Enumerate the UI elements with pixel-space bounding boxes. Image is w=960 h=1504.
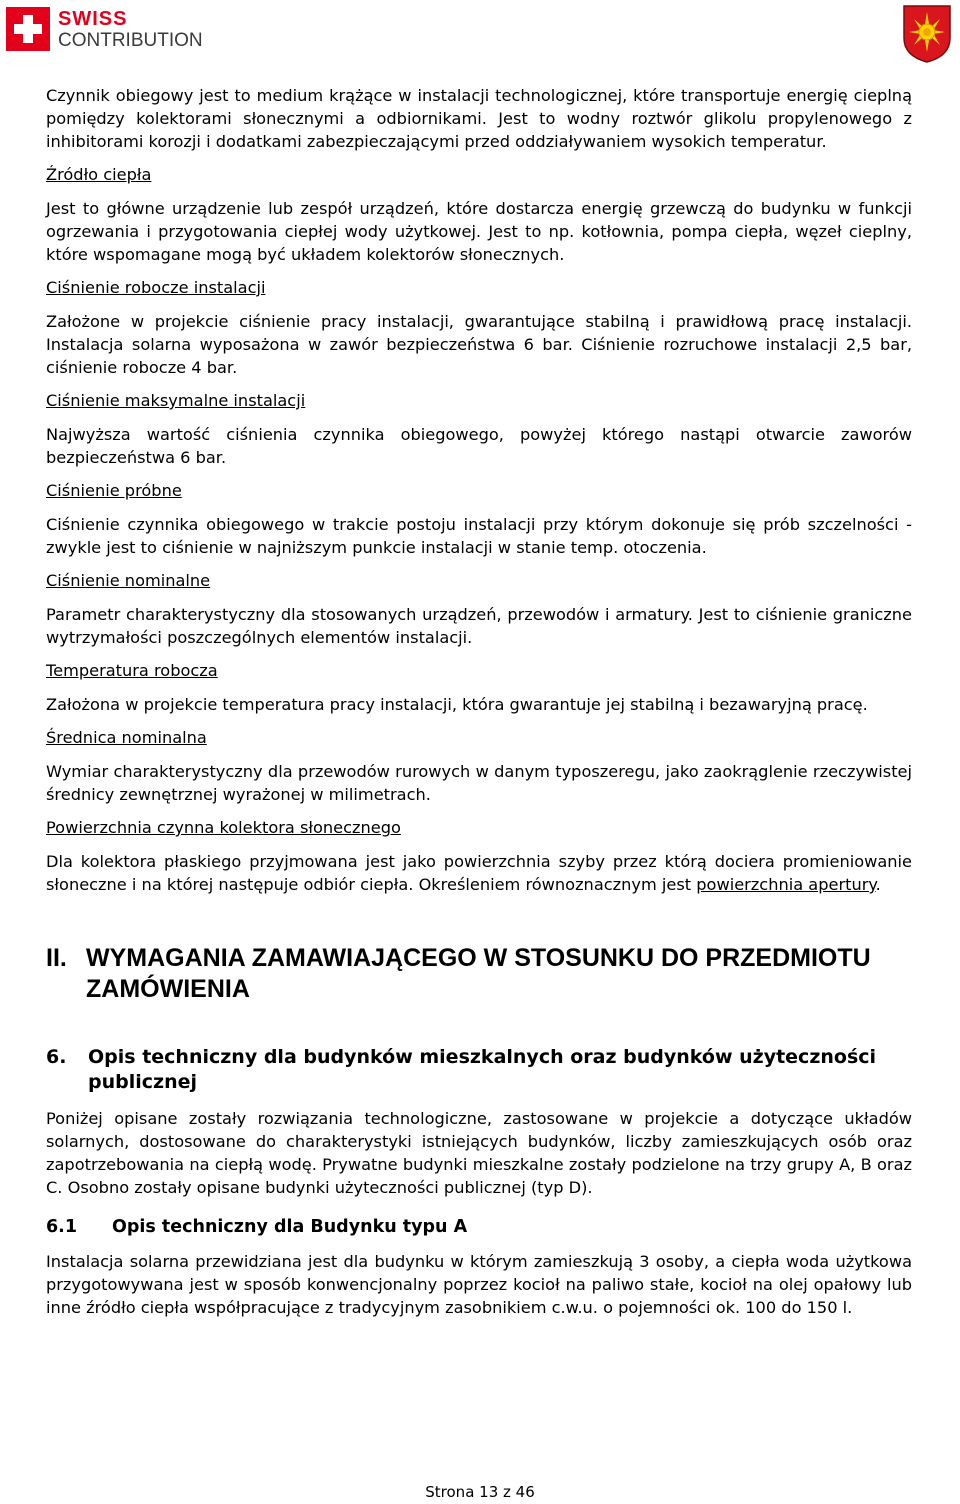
term-powierzchnia-apertury: powierzchnia apertury <box>696 875 876 894</box>
paragraph-srednica-nominalna: Wymiar charakterystyczny dla przewodów rurowych w danym typoszeregu, jako zaokrąglenie rzeczywistej średnicy zewnętrznej wyrażonej w milimetrach. <box>46 762 912 804</box>
document-body <box>46 84 912 1319</box>
section-number: II. <box>46 944 67 972</box>
paragraph-cisnienie-probne: Ciśnienie czynnika obiegowego w trakcie postoju instalacji przy którym dokonuje się prób szczelności - zwykle jest to ciśnienie w najniższym punkcie instalacji w stanie temp. otoczenia. <box>46 515 912 557</box>
subsection-6-title: Opis techniczny dla budynków mieszkalnych oraz budynków użyteczności publicznej <box>88 1046 877 1093</box>
paragraph-subsection-6: Poniżej opisane zostały rozwiązania technologiczne, zastosowane w projekcie a dotyczące układów solarnych, dostosowane do charakterystyki istniejących budynków, liczby zamieszkujących osób oraz zapotrzebowania na ciepłą wodę. Prywatne budynki mieszkalne zostały podzielone na trzy grupy A, B oraz C. Osobno zostały opisane budynki użyteczności publicznej (typ D). <box>46 1109 912 1197</box>
paragraph-powierzchnia-end: . <box>875 875 881 894</box>
page-footer: Strona 13 z 46 <box>425 1483 535 1501</box>
paragraph-zrodlo: Jest to główne urządzenie lub zespół urządzeń, które dostarcza energię grzewczą do budynku w funkcji ogrzewania i przygotowania ciepłej wody użytkowej. Jest to np. kotłownia, pompa ciepła, węzeł cieplny, które wspomagane mogą być układem kolektorów słonecznych. <box>46 199 912 264</box>
subsection-6-1-heading <box>46 1215 912 1239</box>
paragraph-czynnik: Czynnik obiegowy jest to medium krążące w instalacji technologicznej, które transportuje energię cieplną pomiędzy kolektorami słonecznymi a odbiornikami. Jest to wodny roztwór glikolu propylenowego z inhibitorami korozji i dodatkami zabezpieczającymi przed oddziaływaniem wysokich temperatur. <box>46 86 912 151</box>
paragraph-cisnienie-robocze: Założone w projekcie ciśnienie pracy instalacji, gwarantujące stabilną i prawidłową pracę instalacji. Instalacja solarna wyposażona w zawór bezpieczeństwa 6 bar. Ciśnienie rozruchowe instalacji 2,5 bar, ciśnienie robocze 4 bar. <box>46 312 912 377</box>
logo-line1: SWISS <box>58 7 128 30</box>
section-title: WYMAGANIA ZAMAWIAJĄCEGO W STOSUNKU DO PRZEDMIOTU ZAMÓWIENIA <box>86 944 871 1003</box>
paragraph-subsection-6-1: Instalacja solarna przewidziana jest dla budynku w którym zamieszkują 3 osoby, a ciepła woda użytkowa przygotowywana jest w sposób konwencjonalny poprzez kocioł na paliwo stałe, kocioł na olej opałowy lub inne źródło ciepła współpracujące z tradycyjnym zasobnikiem c.w.u. o pojemności ok. 100 do 150 l. <box>46 1252 912 1317</box>
logo-line2: CONTRIBUTION <box>58 29 203 51</box>
swiss-contribution-logo <box>6 6 203 52</box>
swiss-cross-icon <box>6 7 50 51</box>
term-srednica-nominalna: Średnica nominalna <box>46 728 207 747</box>
paragraph-cisnienie-nominalne: Parametr charakterystyczny dla stosowanych urządzeń, przewodów i armatury. Jest to ciśnienie graniczne wytrzymałości poszczególnych elementów instalacji. <box>46 605 912 647</box>
term-cisnienie-robocze: Ciśnienie robocze instalacji <box>46 278 266 297</box>
subsection-6-1-title: Opis techniczny dla Budynku typu A <box>112 1217 468 1237</box>
term-cisnienie-maksymalne: Ciśnienie maksymalne instalacji <box>46 391 306 410</box>
subsection-6-1-number: 6.1 <box>46 1217 78 1237</box>
paragraph-powierzchnia-czynna <box>46 850 912 896</box>
term-powierzchnia-czynna: Powierzchnia czynna kolektora słonecznego <box>46 818 401 837</box>
sun-crest-icon <box>902 4 952 64</box>
subsection-6-number: 6. <box>46 1046 67 1068</box>
term-cisnienie-nominalne: Ciśnienie nominalne <box>46 571 211 590</box>
subsection-6-heading <box>46 1045 912 1095</box>
paragraph-powierzchnia-text: Dla kolektora płaskiego przyjmowana jest jako powierzchnia szyby przez którą dociera promieniowanie słoneczne i na której następuje odbiór ciepła. Określeniem równoznacznym jest <box>46 852 912 894</box>
paragraph-cisnienie-maksymalne: Najwyższa wartość ciśnienia czynnika obiegowego, powyżej którego nastąpi otwarcie zaworów bezpieczeństwa 6 bar. <box>46 425 912 467</box>
term-cisnienie-probne: Ciśnienie próbne <box>46 481 182 500</box>
paragraph-temperatura-robocza: Założona w projekcie temperatura pracy instalacji, która gwarantuje jej stabilną i bezawaryjną pracę. <box>46 695 868 714</box>
term-zrodlo-ciepla: Źródło ciepła <box>46 165 152 184</box>
term-temperatura-robocza: Temperatura robocza <box>46 661 218 680</box>
section-heading <box>46 943 912 1005</box>
